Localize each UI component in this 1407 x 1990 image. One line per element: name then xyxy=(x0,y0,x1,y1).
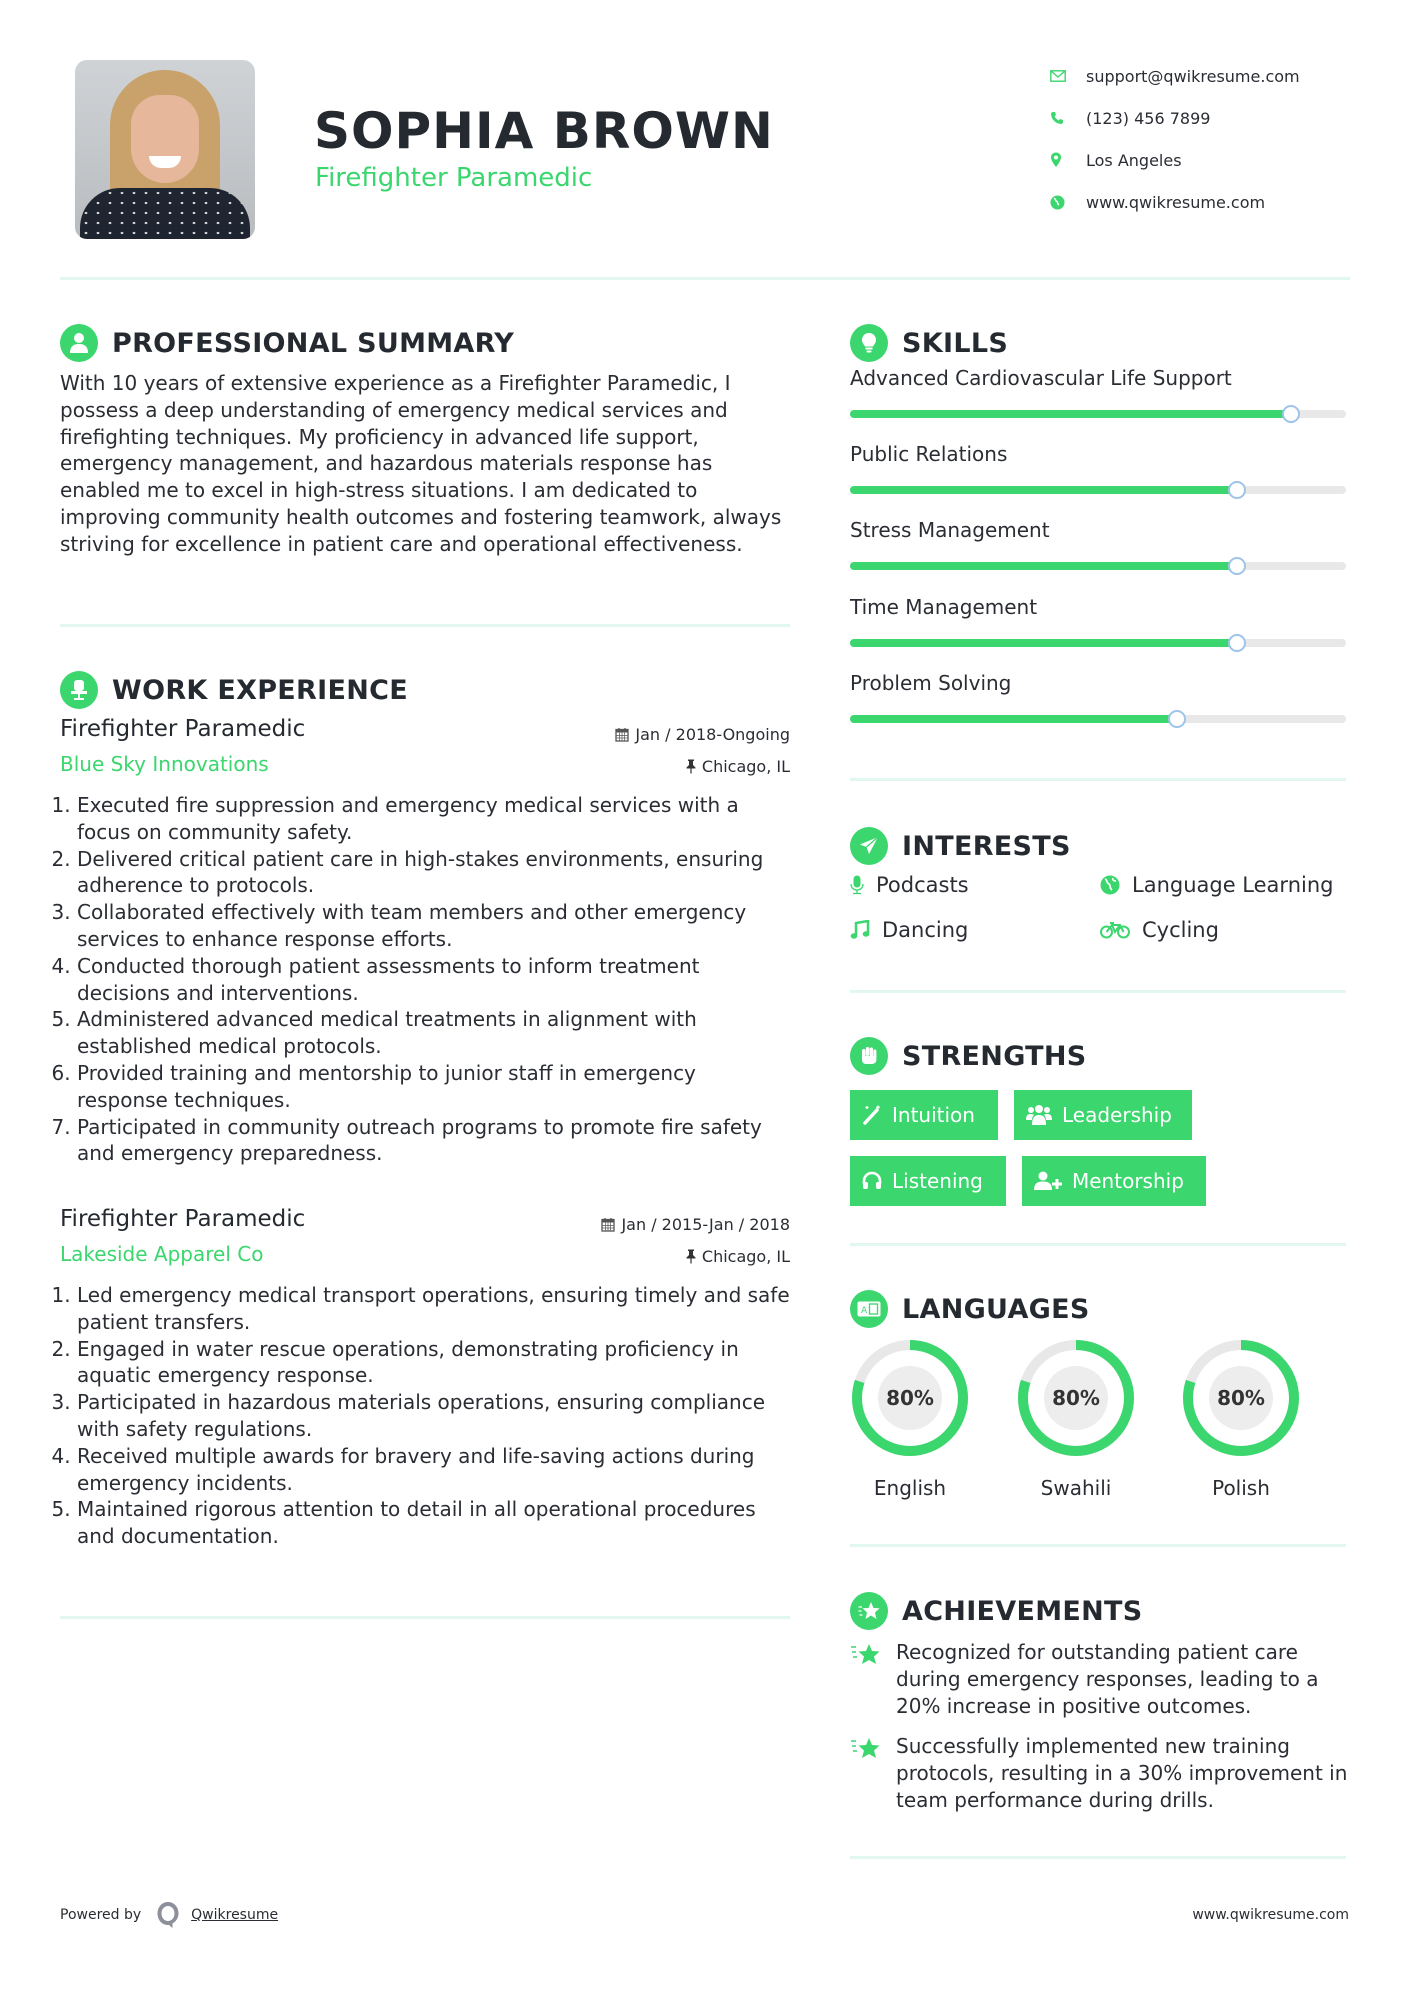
contact-website[interactable]: www.qwikresume.com xyxy=(1050,181,1300,223)
strength-tag: Intuition xyxy=(850,1090,998,1140)
job-title: Firefighter Paramedic xyxy=(60,716,306,742)
translate-icon xyxy=(850,1290,888,1328)
strength-tag: Leadership xyxy=(1014,1090,1192,1140)
skill-item: Time Management xyxy=(850,595,1350,671)
strength-tag: Mentorship xyxy=(1022,1156,1206,1206)
envelope-icon xyxy=(1050,70,1086,82)
language-ring: 80% xyxy=(1016,1338,1136,1458)
qwikresume-link[interactable]: Qwikresume xyxy=(191,1907,279,1923)
phone-icon xyxy=(1050,111,1086,125)
svg-text:A: A xyxy=(861,1306,868,1316)
music-icon xyxy=(850,920,870,940)
job-bullet: 2. Delivered critical patient care in high-stakes environments, ensuring adherence to protocols. xyxy=(77,846,790,900)
achievement-item: Recognized for outstanding patient care during emergency responses, leading to a 20% increase in positive outcomes. xyxy=(850,1639,1350,1719)
candidate-title: Firefighter Paramedic xyxy=(315,163,593,193)
job-title: Firefighter Paramedic xyxy=(60,1206,306,1232)
languages-divider xyxy=(850,1544,1346,1547)
pushpin-icon xyxy=(686,759,696,774)
summary-text: With 10 years of extensive experience as a Firefighter Paramedic, I possess a deep understanding of emergency medical services and firefighting techniques. My proficiency in advanced life support, emergency management, and hazardous materials response has enabled me to excel in high-stress situations. I am dedicated to improving community health outcomes and fostering teamwork, always striving for excellence in patient care and operational effectiveness. xyxy=(60,371,782,556)
skill-item: Stress Management xyxy=(850,518,1350,594)
language-item: 80% Polish xyxy=(1181,1338,1301,1500)
contact-location: Los Angeles xyxy=(1050,139,1300,181)
skill-bar xyxy=(850,410,1346,418)
skill-item: Advanced Cardiovascular Life Support xyxy=(850,366,1350,442)
job-location: Chicago, IL xyxy=(686,757,790,776)
skill-bar xyxy=(850,562,1346,570)
candidate-name: SOPHIA BROWN xyxy=(314,102,774,160)
interest-item: Dancing xyxy=(850,918,968,942)
calendar-icon xyxy=(601,1217,615,1232)
job-bullets xyxy=(60,792,790,1167)
job-date: Jan / 2015-Jan / 2018 xyxy=(601,1215,790,1234)
job-bullet: 5. Administered advanced medical treatments in alignment with established medical protocols. xyxy=(77,1006,790,1060)
chair-icon xyxy=(60,671,98,709)
fist-icon xyxy=(850,1037,888,1075)
profile-photo xyxy=(75,60,255,239)
job-bullets xyxy=(60,1282,790,1550)
job-location: Chicago, IL xyxy=(686,1247,790,1266)
paper-plane-icon xyxy=(850,827,888,865)
job-bullet: 1. Led emergency medical transport operations, ensuring timely and safe patient transfers. xyxy=(77,1282,790,1336)
job-bullet: 3. Collaborated effectively with team members and other emergency services to enhance response efforts. xyxy=(77,899,790,953)
calendar-icon xyxy=(615,727,629,742)
star-icon xyxy=(850,1592,888,1630)
interest-item: Podcasts xyxy=(850,873,969,897)
globe-icon xyxy=(1100,875,1120,895)
job-company: Lakeside Apparel Co xyxy=(60,1242,264,1266)
strengths-heading: STRENGTHS xyxy=(850,1037,1087,1075)
experience-heading: WORK EXPERIENCE xyxy=(60,671,408,709)
interests-divider xyxy=(850,990,1346,993)
achievements-divider xyxy=(850,1856,1346,1859)
map-pin-icon xyxy=(1050,152,1086,168)
achievement-item: Successfully implemented new training protocols, resulting in a 30% improvement in team performance during drills. xyxy=(850,1733,1350,1813)
summary-divider xyxy=(60,624,790,627)
job-bullet: 6. Provided training and mentorship to junior staff in emergency response techniques. xyxy=(77,1060,790,1114)
job-bullet: 7. Participated in community outreach programs to promote fire safety and emergency preparedness. xyxy=(77,1114,790,1168)
headphones-icon xyxy=(862,1171,882,1191)
skill-bar xyxy=(850,715,1346,723)
interest-item: Language Learning xyxy=(1100,873,1333,897)
pushpin-icon xyxy=(686,1249,696,1264)
skill-bar xyxy=(850,486,1346,494)
job-bullet: 4. Received multiple awards for bravery and life-saving actions during emergency incidents. xyxy=(77,1443,790,1497)
shooting-star-icon xyxy=(850,1733,896,1813)
shooting-star-icon xyxy=(850,1639,896,1719)
resume-header xyxy=(0,0,1407,280)
microphone-icon xyxy=(850,875,864,895)
skills-heading: SKILLS xyxy=(850,324,1008,362)
job-company: Blue Sky Innovations xyxy=(60,752,269,776)
summary-heading: PROFESSIONAL SUMMARY xyxy=(60,324,514,362)
skill-item: Public Relations xyxy=(850,442,1350,518)
qwikresume-logo-icon xyxy=(155,1900,181,1930)
contact-email[interactable]: support@qwikresume.com xyxy=(1050,55,1300,97)
achievements-heading: ACHIEVEMENTS xyxy=(850,1592,1143,1630)
job-bullet: 4. Conducted thorough patient assessments to inform treatment decisions and interventions. xyxy=(77,953,790,1007)
language-ring: 80% xyxy=(1181,1338,1301,1458)
magic-wand-icon xyxy=(862,1105,882,1125)
language-item: 80% English xyxy=(850,1338,970,1500)
bicycle-icon xyxy=(1100,921,1130,939)
users-icon xyxy=(1026,1104,1052,1126)
strengths-divider xyxy=(850,1243,1346,1246)
skill-bar xyxy=(850,639,1346,647)
experience-divider xyxy=(60,1616,790,1619)
interest-item: Cycling xyxy=(1100,918,1219,942)
strength-tag: Listening xyxy=(850,1156,1006,1206)
job-bullet: 1. Executed fire suppression and emergency medical services with a focus on community safety. xyxy=(77,792,790,846)
skill-item: Problem Solving xyxy=(850,671,1350,747)
footer-powered-by: Powered by Qwikresume xyxy=(60,1900,278,1930)
job-bullet: 3. Participated in hazardous materials operations, ensuring compliance with safety regulations. xyxy=(77,1389,790,1443)
job-entry xyxy=(60,716,790,1167)
user-plus-icon xyxy=(1034,1171,1062,1191)
contact-phone[interactable]: (123) 456 7899 xyxy=(1050,97,1300,139)
interests-heading: INTERESTS xyxy=(850,827,1071,865)
skills-divider xyxy=(850,778,1346,781)
language-item: 80% Swahili xyxy=(1016,1338,1136,1500)
job-bullet: 5. Maintained rigorous attention to detail in all operational procedures and documentation. xyxy=(77,1496,790,1550)
languages-heading: A LANGUAGES xyxy=(850,1290,1090,1328)
globe-icon xyxy=(1050,195,1086,210)
header-divider xyxy=(60,277,1350,280)
user-icon xyxy=(60,324,98,362)
job-bullet: 2. Engaged in water rescue operations, demonstrating proficiency in aquatic emergency response. xyxy=(77,1336,790,1390)
footer-website[interactable]: www.qwikresume.com xyxy=(1192,1907,1349,1923)
job-date: Jan / 2018-Ongoing xyxy=(615,725,790,744)
lightbulb-icon xyxy=(850,324,888,362)
language-ring: 80% xyxy=(850,1338,970,1458)
skills-list xyxy=(850,366,1350,747)
job-entry xyxy=(60,1206,790,1550)
contact-list xyxy=(1050,55,1300,223)
